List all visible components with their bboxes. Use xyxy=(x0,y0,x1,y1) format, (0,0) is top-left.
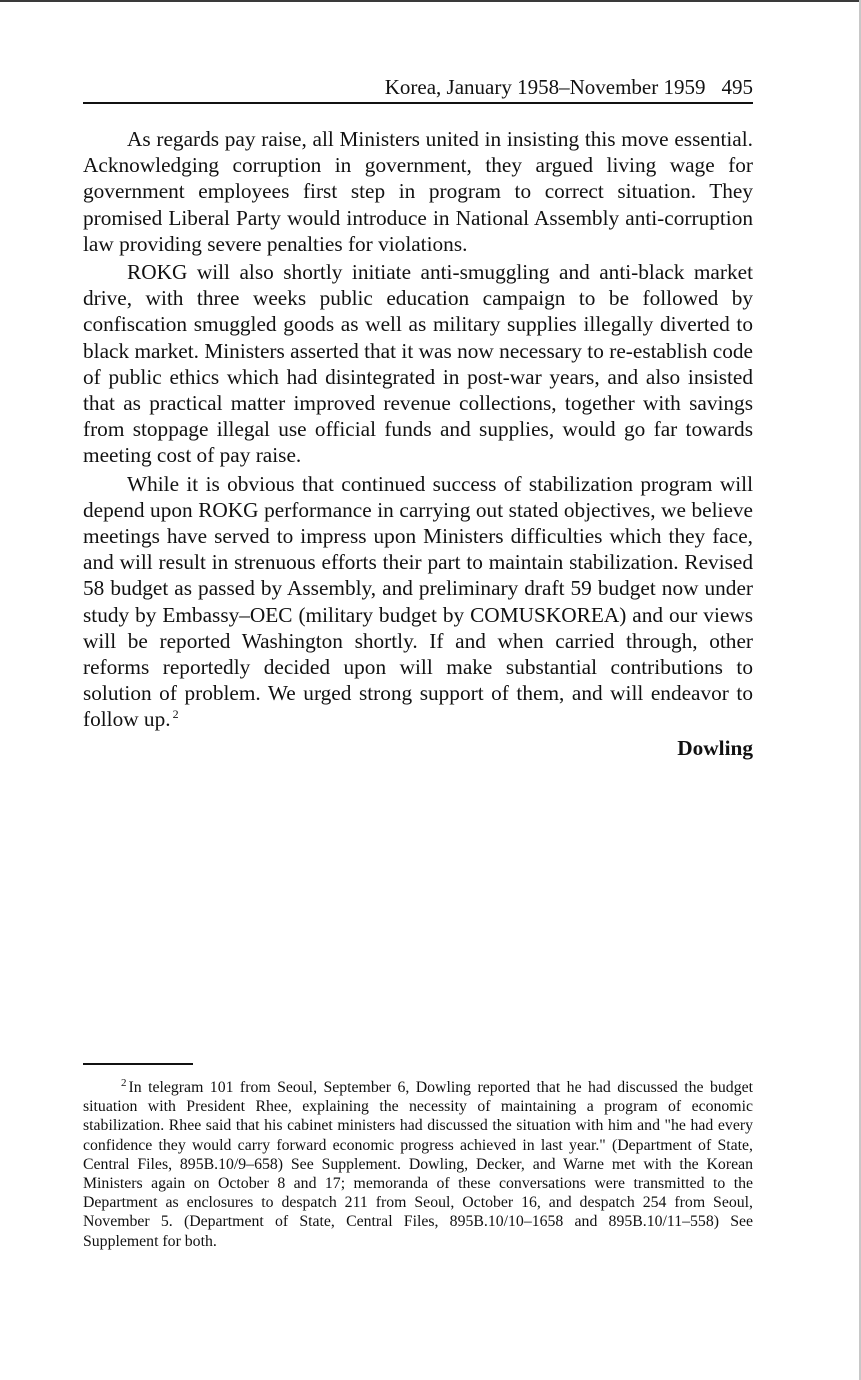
footnote-marker: 2 xyxy=(121,1076,127,1089)
signature: Dowling xyxy=(677,735,753,760)
footnote-divider xyxy=(83,1063,193,1065)
paragraph-stabilization xyxy=(83,471,753,733)
footnote xyxy=(83,1078,753,1251)
running-title: Korea, January 1958–November 1959 xyxy=(384,75,706,99)
footnote-reference: 2 xyxy=(172,707,179,722)
page-number: 495 xyxy=(721,75,753,99)
footnote-text: In telegram 101 from Seoul, September 6, Dowling reported that he had discussed the budget situation with President Rhee, explaining the necessity of maintaining a program of economic stabilization. Rhee said that his cabinet ministers had discussed the situation with him and "he had every confidence they would carry forward economic progress achieved in last year." (Department of State, Central Files, 895B.10/9–658) See Supplement. Dowling, Decker, and Warne met with the Korean Ministers again on October 8 and 17; memoranda of these conversations were transmitted to the Department as enclosures to despatch 211 from Seoul, October 16, and despatch 254 from Seoul, November 5. (Department of State, Central Files, 895B.10/10–1658 and 895B.10/11–558) See Supplement for both. xyxy=(83,1079,753,1250)
paragraph-pay-raise: As regards pay raise, all Ministers united in insisting this move essential. Acknowledging corruption in government, they argued living wage for government employees first step in program to correct situation. They promised Liberal Party would introduce in National Assembly anti-corruption law providing severe penalties for violations. xyxy=(83,127,753,256)
paragraph-stabilization-text: While it is obvious that continued success of stabilization program will depend upon ROKG performance in carrying out stated objectives, we believe meetings have served to impress upon Ministers difficulties which they face, and will result in strenuous efforts their part to maintain stabilization. Revised 58 budget as passed by Assembly, and preliminary draft 59 budget now under study by Embassy–OEC (military budget by COMUSKOREA) and our views will be reported Washington shortly. If and when carried through, other reforms reportedly decided upon will make substantial contributions to solution of problem. We urged strong support of them, and will endeavor to follow up. xyxy=(83,471,753,732)
page-top-edge xyxy=(0,0,861,2)
paragraph-anti-smuggling: ROKG will also shortly initiate anti-smuggling and anti-black market drive, with three weeks public education campaign to be followed by confiscation smuggled goods as well as military supplies illegally diverted to black market. Ministers asserted that it was now necessary to re-establish code of public ethics which had disintegrated in post-war years, and also insisted that as practical matter improved revenue collections, together with savings from stoppage illegal use official funds and supplies, would go far towards meeting cost of pay raise. xyxy=(83,260,753,468)
running-head xyxy=(83,74,753,104)
body-text xyxy=(83,126,753,761)
